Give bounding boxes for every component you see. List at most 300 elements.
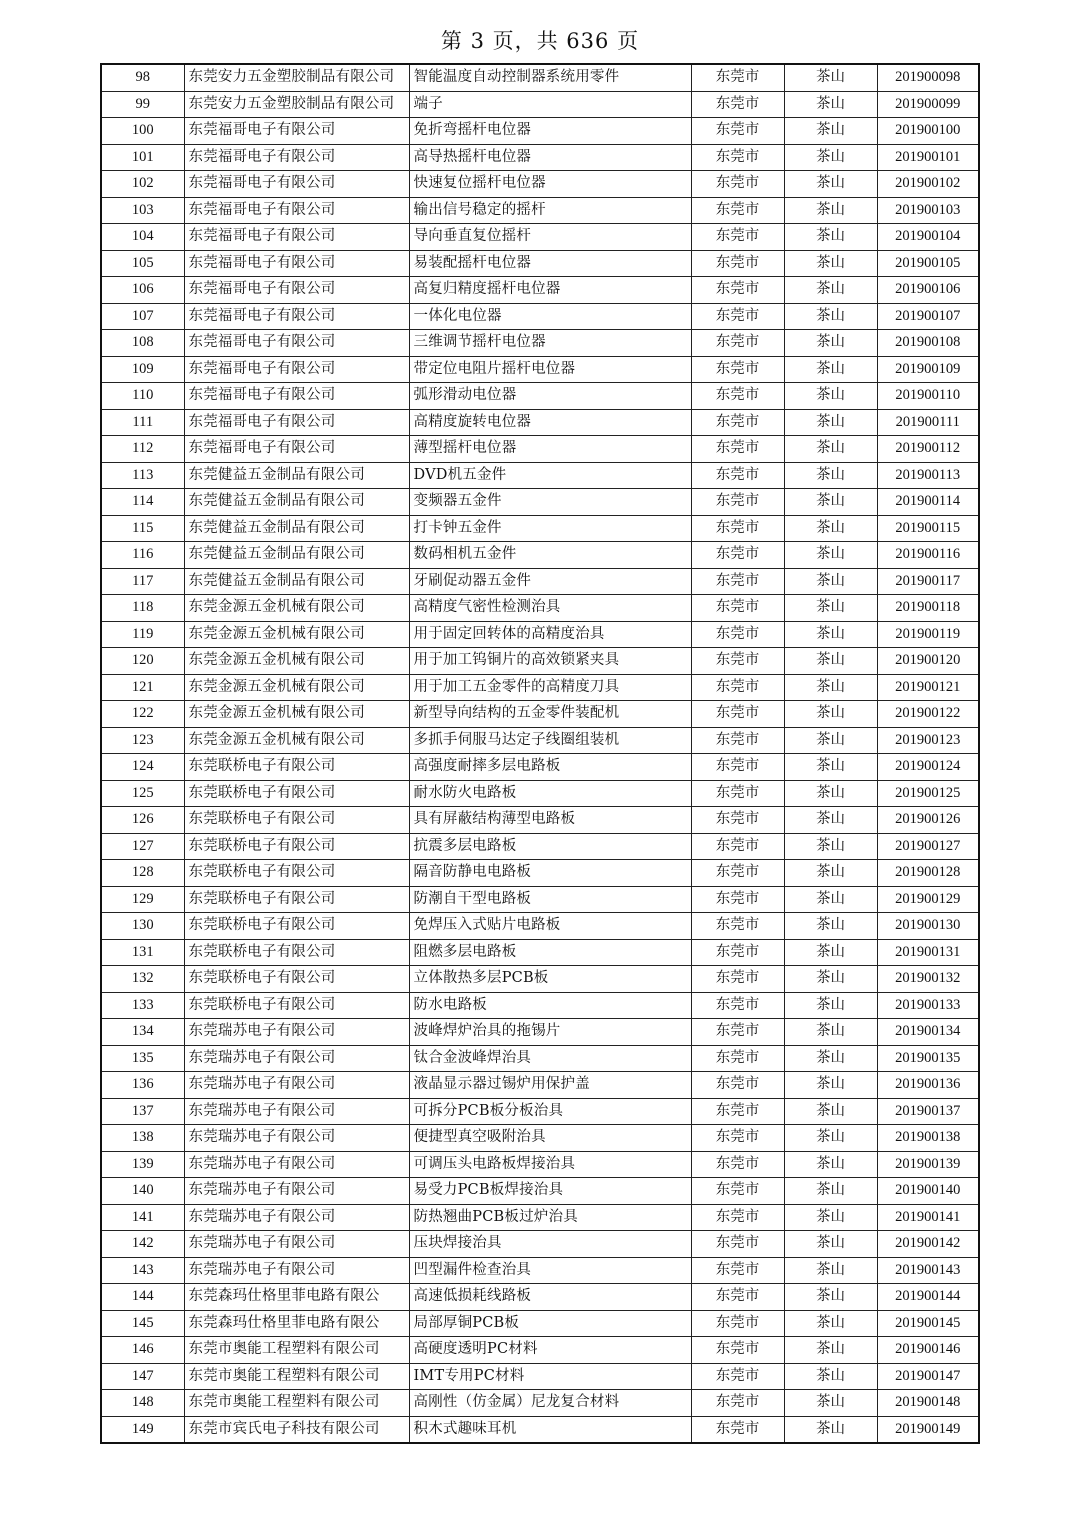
cell-index: 133 xyxy=(101,992,184,1019)
table-row xyxy=(101,674,979,701)
table-row xyxy=(101,727,979,754)
cell-index: 116 xyxy=(101,542,184,569)
cell-city: 东莞市 xyxy=(691,860,784,887)
cell-city: 东莞市 xyxy=(691,1257,784,1284)
cell-town: 茶山 xyxy=(784,1257,877,1284)
cell-index: 99 xyxy=(101,91,184,118)
cell-town: 茶山 xyxy=(784,807,877,834)
cell-index: 119 xyxy=(101,621,184,648)
cell-product: 波峰焊炉治具的拖锡片 xyxy=(409,1019,691,1046)
cell-product: 凹型漏件检查治具 xyxy=(409,1257,691,1284)
cell-town: 茶山 xyxy=(784,542,877,569)
cell-code: 201900117 xyxy=(877,568,979,595)
cell-index: 136 xyxy=(101,1072,184,1099)
table-row xyxy=(101,171,979,198)
cell-city: 东莞市 xyxy=(691,1125,784,1152)
cell-town: 茶山 xyxy=(784,171,877,198)
table-row xyxy=(101,144,979,171)
cell-city: 东莞市 xyxy=(691,754,784,781)
cell-product: 防热翘曲PCB板过炉治具 xyxy=(409,1204,691,1231)
cell-code: 201900103 xyxy=(877,197,979,224)
cell-index: 141 xyxy=(101,1204,184,1231)
cell-town: 茶山 xyxy=(784,727,877,754)
cell-code: 201900144 xyxy=(877,1284,979,1311)
cell-town: 茶山 xyxy=(784,1151,877,1178)
cell-product: 变频器五金件 xyxy=(409,489,691,516)
cell-index: 137 xyxy=(101,1098,184,1125)
table-row xyxy=(101,542,979,569)
cell-city: 东莞市 xyxy=(691,277,784,304)
cell-city: 东莞市 xyxy=(691,489,784,516)
cell-company: 东莞市奥能工程塑料有限公司 xyxy=(184,1390,409,1417)
product-list-table xyxy=(100,63,980,1444)
table-row xyxy=(101,250,979,277)
cell-town: 茶山 xyxy=(784,595,877,622)
cell-city: 东莞市 xyxy=(691,356,784,383)
cell-company: 东莞福哥电子有限公司 xyxy=(184,409,409,436)
cell-code: 201900146 xyxy=(877,1337,979,1364)
cell-product: 牙刷促动器五金件 xyxy=(409,568,691,595)
cell-town: 茶山 xyxy=(784,1178,877,1205)
cell-product: 具有屏蔽结构薄型电路板 xyxy=(409,807,691,834)
table-row xyxy=(101,197,979,224)
cell-company: 东莞健益五金制品有限公司 xyxy=(184,462,409,489)
table-row xyxy=(101,1284,979,1311)
table-row xyxy=(101,1257,979,1284)
cell-index: 132 xyxy=(101,966,184,993)
cell-index: 140 xyxy=(101,1178,184,1205)
cell-city: 东莞市 xyxy=(691,197,784,224)
table-row xyxy=(101,754,979,781)
cell-town: 茶山 xyxy=(784,462,877,489)
table-row xyxy=(101,648,979,675)
cell-index: 121 xyxy=(101,674,184,701)
cell-town: 茶山 xyxy=(784,436,877,463)
cell-town: 茶山 xyxy=(784,1337,877,1364)
cell-town: 茶山 xyxy=(784,621,877,648)
cell-city: 东莞市 xyxy=(691,171,784,198)
cell-city: 东莞市 xyxy=(691,1019,784,1046)
cell-product: 防潮自干型电路板 xyxy=(409,886,691,913)
cell-index: 115 xyxy=(101,515,184,542)
cell-code: 201900114 xyxy=(877,489,979,516)
cell-city: 东莞市 xyxy=(691,807,784,834)
cell-company: 东莞福哥电子有限公司 xyxy=(184,356,409,383)
cell-index: 142 xyxy=(101,1231,184,1258)
table-row xyxy=(101,1337,979,1364)
cell-code: 201900130 xyxy=(877,913,979,940)
cell-town: 茶山 xyxy=(784,250,877,277)
cell-company: 东莞联桥电子有限公司 xyxy=(184,992,409,1019)
cell-index: 123 xyxy=(101,727,184,754)
cell-city: 东莞市 xyxy=(691,303,784,330)
cell-city: 东莞市 xyxy=(691,1231,784,1258)
cell-code: 201900127 xyxy=(877,833,979,860)
cell-town: 茶山 xyxy=(784,1072,877,1099)
cell-company: 东莞联桥电子有限公司 xyxy=(184,886,409,913)
table-row xyxy=(101,595,979,622)
table-row xyxy=(101,1178,979,1205)
cell-town: 茶山 xyxy=(784,1045,877,1072)
table-row xyxy=(101,330,979,357)
cell-town: 茶山 xyxy=(784,197,877,224)
page-header: 第 3 页，共 636 页 xyxy=(440,29,640,53)
cell-index: 118 xyxy=(101,595,184,622)
cell-town: 茶山 xyxy=(784,1284,877,1311)
cell-city: 东莞市 xyxy=(691,1310,784,1337)
cell-town: 茶山 xyxy=(784,330,877,357)
cell-city: 东莞市 xyxy=(691,409,784,436)
cell-city: 东莞市 xyxy=(691,1151,784,1178)
table-row xyxy=(101,436,979,463)
cell-code: 201900138 xyxy=(877,1125,979,1152)
table-row xyxy=(101,1310,979,1337)
table-row xyxy=(101,701,979,728)
cell-product: 高精度旋转电位器 xyxy=(409,409,691,436)
cell-index: 131 xyxy=(101,939,184,966)
cell-product: 便捷型真空吸附治具 xyxy=(409,1125,691,1152)
cell-code: 201900120 xyxy=(877,648,979,675)
cell-index: 135 xyxy=(101,1045,184,1072)
cell-town: 茶山 xyxy=(784,489,877,516)
cell-index: 130 xyxy=(101,913,184,940)
cell-city: 东莞市 xyxy=(691,648,784,675)
cell-town: 茶山 xyxy=(784,913,877,940)
cell-index: 148 xyxy=(101,1390,184,1417)
cell-code: 201900145 xyxy=(877,1310,979,1337)
cell-town: 茶山 xyxy=(784,1390,877,1417)
cell-city: 东莞市 xyxy=(691,674,784,701)
cell-index: 149 xyxy=(101,1416,184,1443)
cell-index: 134 xyxy=(101,1019,184,1046)
cell-town: 茶山 xyxy=(784,648,877,675)
cell-company: 东莞福哥电子有限公司 xyxy=(184,224,409,251)
cell-product: 可拆分PCB板分板治具 xyxy=(409,1098,691,1125)
table-row xyxy=(101,409,979,436)
cell-index: 117 xyxy=(101,568,184,595)
cell-city: 东莞市 xyxy=(691,1390,784,1417)
cell-index: 111 xyxy=(101,409,184,436)
cell-company: 东莞联桥电子有限公司 xyxy=(184,833,409,860)
cell-company: 东莞森玛仕格里菲电路有限公 xyxy=(184,1310,409,1337)
cell-index: 105 xyxy=(101,250,184,277)
table-row xyxy=(101,966,979,993)
cell-company: 东莞金源五金机械有限公司 xyxy=(184,701,409,728)
cell-city: 东莞市 xyxy=(691,701,784,728)
cell-product: 端子 xyxy=(409,91,691,118)
cell-company: 东莞瑞苏电子有限公司 xyxy=(184,1019,409,1046)
cell-code: 201900142 xyxy=(877,1231,979,1258)
cell-code: 201900116 xyxy=(877,542,979,569)
table-row xyxy=(101,515,979,542)
table-row xyxy=(101,118,979,145)
cell-company: 东莞瑞苏电子有限公司 xyxy=(184,1072,409,1099)
cell-code: 201900148 xyxy=(877,1390,979,1417)
table-row xyxy=(101,1416,979,1443)
cell-city: 东莞市 xyxy=(691,1416,784,1443)
cell-company: 东莞福哥电子有限公司 xyxy=(184,197,409,224)
cell-product: 弧形滑动电位器 xyxy=(409,383,691,410)
cell-company: 东莞福哥电子有限公司 xyxy=(184,330,409,357)
cell-code: 201900122 xyxy=(877,701,979,728)
cell-city: 东莞市 xyxy=(691,621,784,648)
cell-index: 107 xyxy=(101,303,184,330)
table-row xyxy=(101,356,979,383)
cell-product: 隔音防静电电路板 xyxy=(409,860,691,887)
cell-code: 201900100 xyxy=(877,118,979,145)
cell-town: 茶山 xyxy=(784,515,877,542)
cell-city: 东莞市 xyxy=(691,542,784,569)
cell-company: 东莞健益五金制品有限公司 xyxy=(184,542,409,569)
table-row xyxy=(101,91,979,118)
cell-town: 茶山 xyxy=(784,144,877,171)
cell-product: DVD机五金件 xyxy=(409,462,691,489)
table-row xyxy=(101,303,979,330)
cell-product: 一体化电位器 xyxy=(409,303,691,330)
cell-product: 高刚性（仿金属）尼龙复合材料 xyxy=(409,1390,691,1417)
cell-company: 东莞金源五金机械有限公司 xyxy=(184,727,409,754)
cell-product: 用于加工钨铜片的高效锁紧夹具 xyxy=(409,648,691,675)
cell-town: 茶山 xyxy=(784,224,877,251)
cell-index: 106 xyxy=(101,277,184,304)
cell-town: 茶山 xyxy=(784,356,877,383)
cell-city: 东莞市 xyxy=(691,1337,784,1364)
cell-company: 东莞福哥电子有限公司 xyxy=(184,144,409,171)
cell-product: 输出信号稳定的摇杆 xyxy=(409,197,691,224)
cell-index: 120 xyxy=(101,648,184,675)
cell-product: 三维调节摇杆电位器 xyxy=(409,330,691,357)
cell-code: 201900101 xyxy=(877,144,979,171)
cell-town: 茶山 xyxy=(784,992,877,1019)
cell-code: 201900109 xyxy=(877,356,979,383)
cell-company: 东莞瑞苏电子有限公司 xyxy=(184,1125,409,1152)
cell-product: 用于加工五金零件的高精度刀具 xyxy=(409,674,691,701)
cell-index: 103 xyxy=(101,197,184,224)
cell-company: 东莞金源五金机械有限公司 xyxy=(184,648,409,675)
cell-city: 东莞市 xyxy=(691,64,784,91)
cell-city: 东莞市 xyxy=(691,91,784,118)
cell-company: 东莞联桥电子有限公司 xyxy=(184,860,409,887)
cell-product: 数码相机五金件 xyxy=(409,542,691,569)
cell-code: 201900121 xyxy=(877,674,979,701)
cell-product: 耐水防火电路板 xyxy=(409,780,691,807)
cell-town: 茶山 xyxy=(784,966,877,993)
cell-company: 东莞瑞苏电子有限公司 xyxy=(184,1204,409,1231)
cell-product: 阻燃多层电路板 xyxy=(409,939,691,966)
cell-index: 143 xyxy=(101,1257,184,1284)
cell-index: 128 xyxy=(101,860,184,887)
table-row xyxy=(101,913,979,940)
cell-index: 98 xyxy=(101,64,184,91)
cell-product: 高硬度透明PC材料 xyxy=(409,1337,691,1364)
cell-code: 201900129 xyxy=(877,886,979,913)
cell-town: 茶山 xyxy=(784,277,877,304)
cell-city: 东莞市 xyxy=(691,118,784,145)
cell-company: 东莞瑞苏电子有限公司 xyxy=(184,1045,409,1072)
cell-product: 钛合金波峰焊治具 xyxy=(409,1045,691,1072)
cell-town: 茶山 xyxy=(784,1125,877,1152)
cell-code: 201900099 xyxy=(877,91,979,118)
cell-code: 201900140 xyxy=(877,1178,979,1205)
cell-town: 茶山 xyxy=(784,118,877,145)
table-row xyxy=(101,1098,979,1125)
cell-product: 液晶显示器过锡炉用保护盖 xyxy=(409,1072,691,1099)
cell-company: 东莞瑞苏电子有限公司 xyxy=(184,1257,409,1284)
cell-company: 东莞安力五金塑胶制品有限公司 xyxy=(184,91,409,118)
cell-code: 201900106 xyxy=(877,277,979,304)
cell-code: 201900115 xyxy=(877,515,979,542)
cell-city: 东莞市 xyxy=(691,568,784,595)
cell-code: 201900141 xyxy=(877,1204,979,1231)
cell-town: 茶山 xyxy=(784,1310,877,1337)
cell-city: 东莞市 xyxy=(691,886,784,913)
table-row xyxy=(101,992,979,1019)
cell-code: 201900135 xyxy=(877,1045,979,1072)
table-row xyxy=(101,489,979,516)
cell-index: 108 xyxy=(101,330,184,357)
cell-company: 东莞安力五金塑胶制品有限公司 xyxy=(184,64,409,91)
cell-town: 茶山 xyxy=(784,939,877,966)
cell-company: 东莞联桥电子有限公司 xyxy=(184,807,409,834)
cell-town: 茶山 xyxy=(784,754,877,781)
cell-product: 抗震多层电路板 xyxy=(409,833,691,860)
cell-company: 东莞联桥电子有限公司 xyxy=(184,754,409,781)
cell-city: 东莞市 xyxy=(691,250,784,277)
cell-company: 东莞瑞苏电子有限公司 xyxy=(184,1231,409,1258)
cell-city: 东莞市 xyxy=(691,436,784,463)
cell-town: 茶山 xyxy=(784,568,877,595)
cell-code: 201900105 xyxy=(877,250,979,277)
cell-city: 东莞市 xyxy=(691,1204,784,1231)
cell-code: 201900147 xyxy=(877,1363,979,1390)
cell-code: 201900111 xyxy=(877,409,979,436)
cell-city: 东莞市 xyxy=(691,515,784,542)
cell-city: 东莞市 xyxy=(691,1284,784,1311)
table-row xyxy=(101,1204,979,1231)
table-row xyxy=(101,833,979,860)
cell-company: 东莞健益五金制品有限公司 xyxy=(184,515,409,542)
cell-city: 东莞市 xyxy=(691,833,784,860)
cell-index: 110 xyxy=(101,383,184,410)
table-row xyxy=(101,807,979,834)
cell-city: 东莞市 xyxy=(691,595,784,622)
cell-town: 茶山 xyxy=(784,860,877,887)
table-body xyxy=(101,64,979,1443)
cell-company: 东莞联桥电子有限公司 xyxy=(184,780,409,807)
table-row xyxy=(101,1125,979,1152)
cell-index: 101 xyxy=(101,144,184,171)
cell-city: 东莞市 xyxy=(691,462,784,489)
cell-code: 201900131 xyxy=(877,939,979,966)
table-row xyxy=(101,1231,979,1258)
cell-company: 东莞瑞苏电子有限公司 xyxy=(184,1151,409,1178)
cell-product: 智能温度自动控制器系统用零件 xyxy=(409,64,691,91)
cell-city: 东莞市 xyxy=(691,383,784,410)
cell-town: 茶山 xyxy=(784,303,877,330)
cell-code: 201900123 xyxy=(877,727,979,754)
cell-town: 茶山 xyxy=(784,674,877,701)
cell-index: 109 xyxy=(101,356,184,383)
table-row xyxy=(101,462,979,489)
cell-city: 东莞市 xyxy=(691,780,784,807)
cell-company: 东莞市奥能工程塑料有限公司 xyxy=(184,1337,409,1364)
cell-product: 免折弯摇杆电位器 xyxy=(409,118,691,145)
cell-code: 201900126 xyxy=(877,807,979,834)
cell-code: 201900136 xyxy=(877,1072,979,1099)
table-row xyxy=(101,277,979,304)
cell-code: 201900113 xyxy=(877,462,979,489)
cell-index: 100 xyxy=(101,118,184,145)
cell-town: 茶山 xyxy=(784,1363,877,1390)
cell-code: 201900098 xyxy=(877,64,979,91)
cell-code: 201900134 xyxy=(877,1019,979,1046)
cell-product: 新型导向结构的五金零件装配机 xyxy=(409,701,691,728)
cell-city: 东莞市 xyxy=(691,939,784,966)
cell-code: 201900124 xyxy=(877,754,979,781)
cell-town: 茶山 xyxy=(784,701,877,728)
cell-product: 用于固定回转体的高精度治具 xyxy=(409,621,691,648)
table-row xyxy=(101,621,979,648)
cell-city: 东莞市 xyxy=(691,966,784,993)
cell-city: 东莞市 xyxy=(691,727,784,754)
cell-city: 东莞市 xyxy=(691,1098,784,1125)
cell-product: 防水电路板 xyxy=(409,992,691,1019)
cell-product: 易受力PCB板焊接治具 xyxy=(409,1178,691,1205)
cell-city: 东莞市 xyxy=(691,330,784,357)
table-row xyxy=(101,1072,979,1099)
cell-product: 压块焊接治具 xyxy=(409,1231,691,1258)
cell-product: 高强度耐摔多层电路板 xyxy=(409,754,691,781)
table-row xyxy=(101,1390,979,1417)
cell-company: 东莞瑞苏电子有限公司 xyxy=(184,1098,409,1125)
table-row xyxy=(101,780,979,807)
cell-code: 201900108 xyxy=(877,330,979,357)
cell-code: 201900132 xyxy=(877,966,979,993)
cell-company: 东莞健益五金制品有限公司 xyxy=(184,489,409,516)
table-row xyxy=(101,1045,979,1072)
cell-code: 201900128 xyxy=(877,860,979,887)
cell-company: 东莞福哥电子有限公司 xyxy=(184,277,409,304)
cell-town: 茶山 xyxy=(784,1098,877,1125)
cell-code: 201900137 xyxy=(877,1098,979,1125)
cell-city: 东莞市 xyxy=(691,1363,784,1390)
cell-index: 146 xyxy=(101,1337,184,1364)
cell-product: 局部厚铜PCB板 xyxy=(409,1310,691,1337)
cell-town: 茶山 xyxy=(784,383,877,410)
cell-code: 201900118 xyxy=(877,595,979,622)
cell-company: 东莞金源五金机械有限公司 xyxy=(184,621,409,648)
cell-index: 125 xyxy=(101,780,184,807)
table-row xyxy=(101,224,979,251)
cell-company: 东莞福哥电子有限公司 xyxy=(184,436,409,463)
cell-index: 127 xyxy=(101,833,184,860)
cell-index: 122 xyxy=(101,701,184,728)
cell-company: 东莞金源五金机械有限公司 xyxy=(184,674,409,701)
cell-code: 201900104 xyxy=(877,224,979,251)
cell-index: 114 xyxy=(101,489,184,516)
table-row xyxy=(101,64,979,91)
cell-code: 201900149 xyxy=(877,1416,979,1443)
cell-town: 茶山 xyxy=(784,1204,877,1231)
cell-index: 126 xyxy=(101,807,184,834)
cell-company: 东莞市宾氏电子科技有限公司 xyxy=(184,1416,409,1443)
cell-product: 易装配摇杆电位器 xyxy=(409,250,691,277)
cell-product: 多抓手伺服马达定子线圈组装机 xyxy=(409,727,691,754)
cell-town: 茶山 xyxy=(784,886,877,913)
cell-index: 147 xyxy=(101,1363,184,1390)
cell-product: 快速复位摇杆电位器 xyxy=(409,171,691,198)
cell-code: 201900112 xyxy=(877,436,979,463)
